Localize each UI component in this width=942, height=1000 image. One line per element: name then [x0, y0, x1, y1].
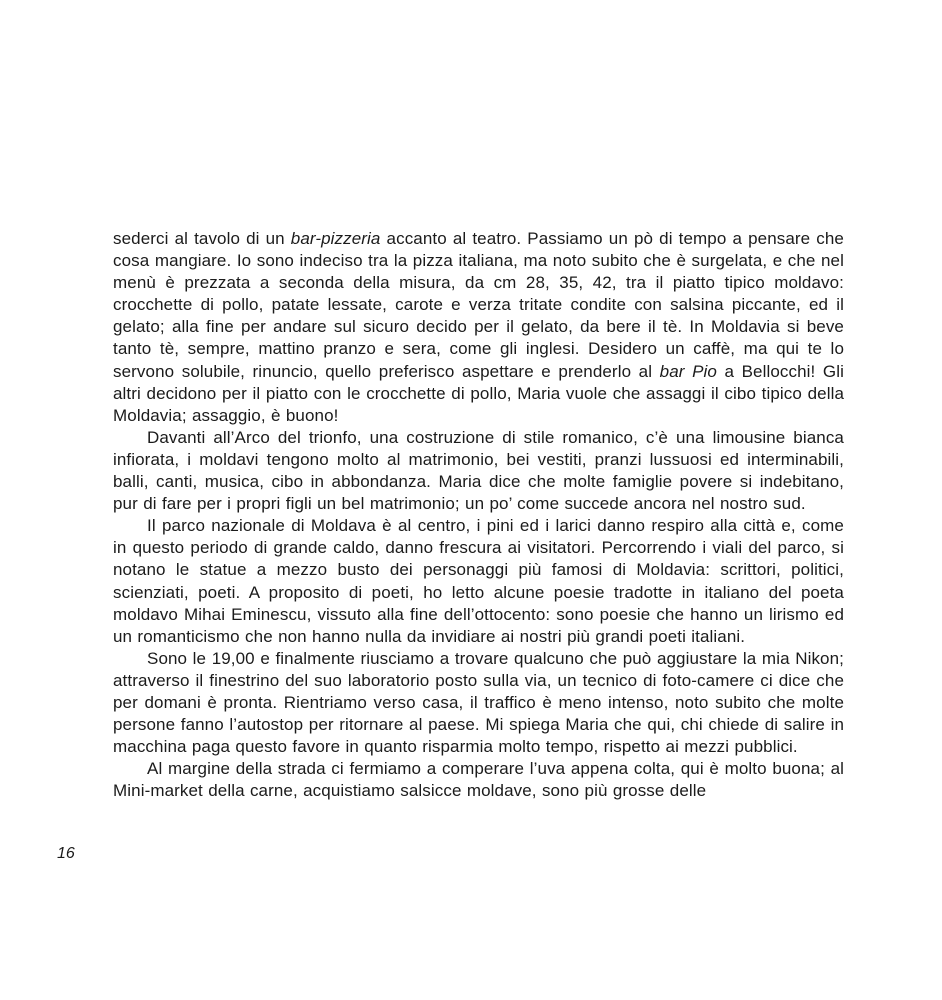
paragraph — [113, 427, 844, 515]
paragraph — [113, 228, 844, 427]
text-segment: Il parco nazionale di Moldava è al centro, i pini ed i larici danno respiro alla città e, come in questo periodo di grande caldo, danno frescura ai visitatori. Percorrendo i viali del parco, si notano le statue a mezzo busto dei personaggi più famosi di Moldavia: scrittori, politici, scienziati, poeti. A proposito di poeti, ho letto alcune poesie tradotte in italiano del poeta moldavo Mihai Eminescu, vissuto alla fine dell’ottocento: sono poesie che hanno un lirismo ed un romanticismo che non hanno nulla da invidiare ai nostri più grandi poeti italiani. — [113, 516, 844, 646]
italic-text-segment: bar-pizzeria — [290, 229, 381, 248]
text-segment: Davanti all’Arco del trionfo, una costruzione di stile romanico, c’è una limousine bianca infiorata, i moldavi tengono molto al matrimonio, bei vestiti, pranzi lussuosi ed interminabili, balli, canti, musica, cibo in abbondanza. Maria dice che molte famiglie povere si indebitano, pur di fare per i propri figli un bel matrimonio; un po’ come succede ancora nel nostro sud. — [113, 427, 844, 514]
text-segment: Al margine della strada ci fermiamo a comperare l’uva appena colta, qui è molto buona; al Mini-market della carne, acquistiamo salsicce moldave, sono più grosse delle — [113, 759, 844, 801]
text-segment: sederci al tavolo di un — [113, 229, 291, 248]
text-segment: Sono le 19,00 e finalmente riusciamo a trovare qualcuno che può aggiustare la mia Nikon; attraverso il finestrino del suo laboratorio posto sulla via, un tecnico di foto-camere ci dice che per domani è pronta. Rientriamo verso casa, il traffico è meno intenso, noto subito che molte persone fanno l’autostop per ritornare al paese. Mi spiega Maria che qui, chi chiede di salire in macchina paga questo favore in quanto risparmia molto tempo, rispetto ai mezzi pubblici. — [113, 648, 844, 757]
paragraph — [113, 515, 844, 648]
text-segment: a Bellocchi! Gli altri decidono per il piatto con le crocchette di pollo, Maria vuole che assaggi il cibo tipico della Moldavia; assaggio, è buono! — [113, 361, 844, 425]
page-number: 16 — [57, 845, 75, 862]
text-block — [113, 228, 844, 802]
italic-text-segment: bar Pio — [659, 361, 717, 381]
text-segment: accanto al teatro. Passiamo un pò di tempo a pensare che cosa mangiare. Io sono indeciso tra la pizza italiana, ma noto subito che è surgelata, e che nel menù è prezzata a seconda della misura, da cm 28, 35, 42, tra il piatto tipico moldavo: crocchette di pollo, patate lessate, carote e verza tritate condite con salsina piccante, ed il gelato; alla fine per andare sul sicuro decido per il gelato, da bere il tè. In Moldavia si beve tanto tè, sempre, mattino pranzo e sera, come gli inglesi. Desidero un caffè, ma qui te lo servono solubile, rinuncio, quello preferisco aspettare e prenderlo al — [113, 229, 844, 381]
paragraph — [113, 758, 844, 802]
paragraph — [113, 648, 844, 758]
